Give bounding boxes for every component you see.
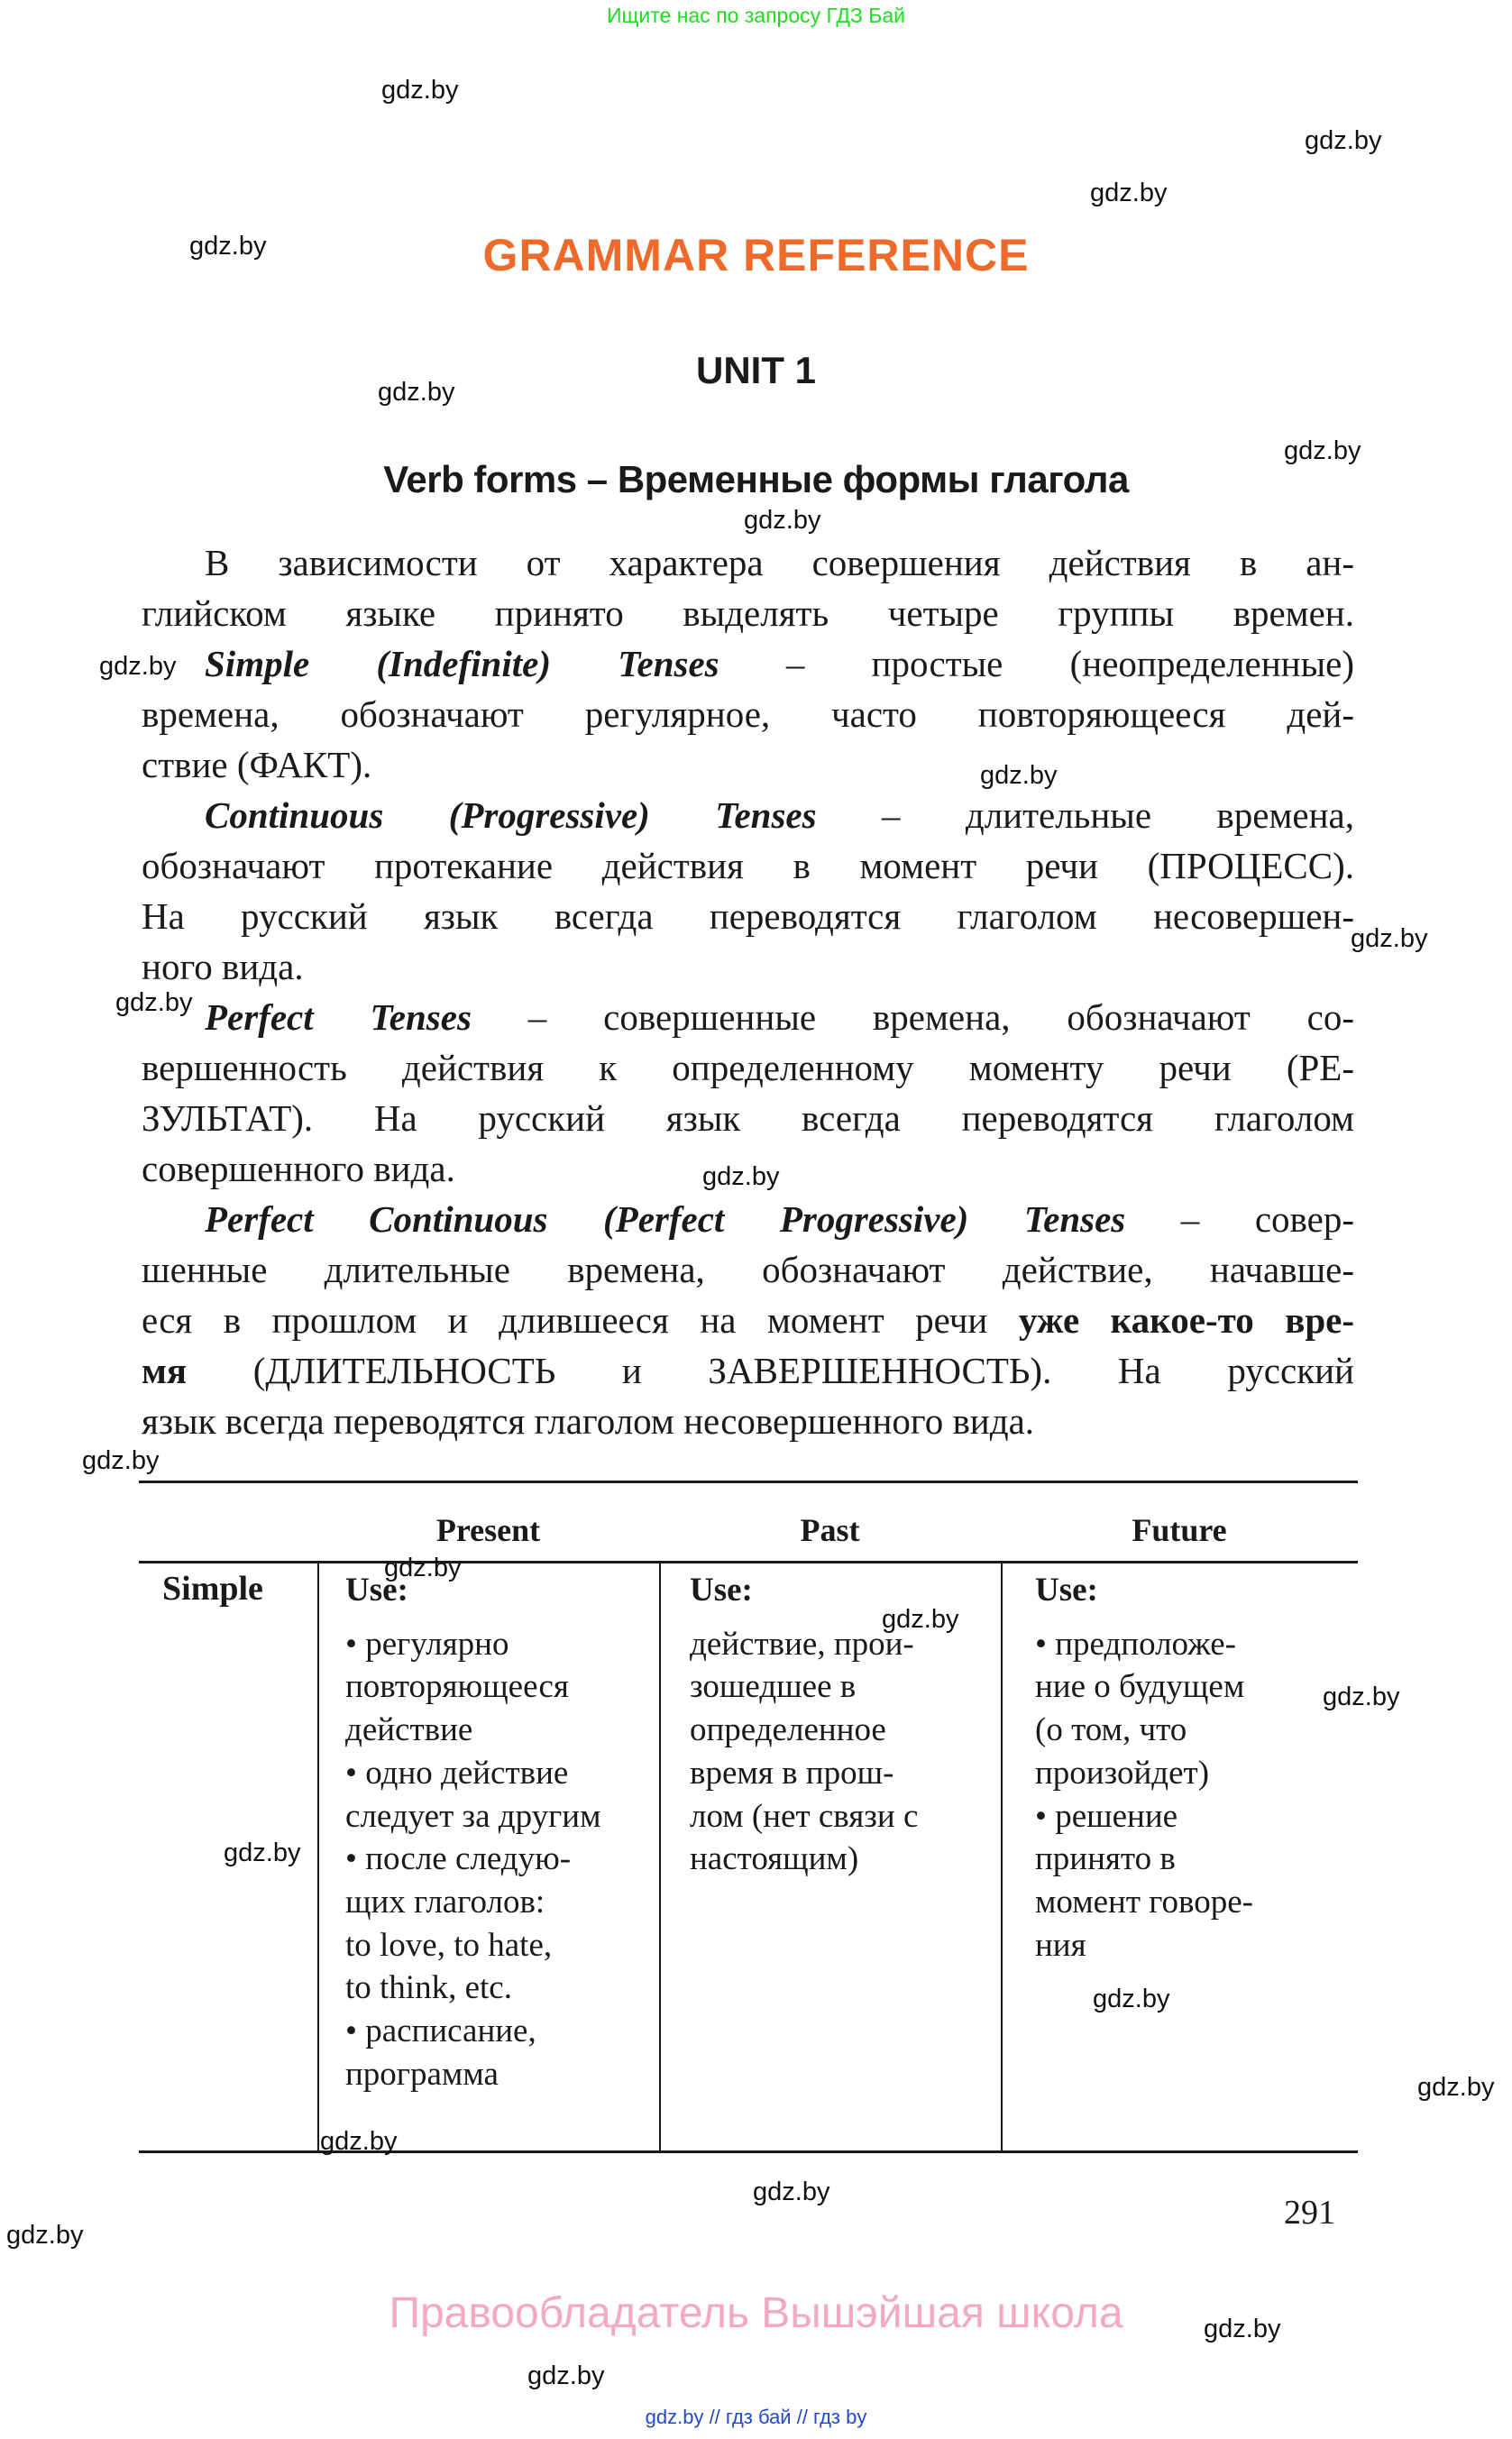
watermark: gdz.by: [1090, 179, 1168, 207]
watermark: gdz.by: [1323, 1683, 1400, 1711]
column-divider: [659, 1563, 661, 2151]
perfect-continuous-paragraph-line-5: язык всегда переводятся глаголом несовершенного вида.: [142, 1400, 1035, 1442]
text: – простые (неопределенные): [719, 643, 1354, 684]
column-divider: [317, 1563, 319, 2151]
watermark: gdz.by: [1305, 126, 1382, 155]
cell-line: момент говоре-: [1035, 1883, 1253, 1921]
cell-line: • предположе-: [1035, 1625, 1236, 1663]
text: – совер-: [1125, 1198, 1354, 1240]
watermark: gdz.by: [527, 2361, 605, 2390]
cell-line: to love, to hate,: [345, 1926, 553, 1964]
perfect-continuous-paragraph-line-2: шенные длительные времена, обозначают действие, начавше-: [142, 1249, 1354, 1290]
top-banner[interactable]: Ищите нас по запросу ГДЗ Бай: [606, 4, 906, 27]
perfect-paragraph-line-3: ЗУЛЬТАТ). На русский язык всегда переводятся глаголом: [142, 1097, 1354, 1139]
cell-line: настоящим): [690, 1840, 859, 1878]
cell-simple-future: [1035, 1569, 1253, 1967]
cell-line: лом (нет связи с: [690, 1797, 919, 1835]
intro-line-2: глийском языке принято выделять четыре группы времен.: [142, 592, 1354, 634]
text: еся в прошлом и длившееся на момент речи: [142, 1299, 1019, 1341]
cell-line: щих глаголов:: [345, 1883, 545, 1921]
intro-line-1: В зависимости от характера совершения действия в ан-: [205, 542, 1354, 583]
watermark: gdz.by: [702, 1162, 780, 1191]
term-perfect: Perfect Tenses: [205, 996, 472, 1038]
term-simple: Simple (Indefinite) Tenses: [205, 643, 719, 684]
text: (ДЛИТЕЛЬНОСТЬ и ЗАВЕРШЕННОСТЬ). На русский: [187, 1350, 1354, 1391]
cell-line: • решение: [1035, 1797, 1178, 1835]
text: – длительные времена,: [816, 794, 1354, 836]
cell-line: принято в: [1035, 1840, 1176, 1878]
column-header-present: Present: [435, 1512, 541, 1548]
watermark: gdz.by: [378, 378, 455, 407]
watermark: gdz.by: [753, 2178, 830, 2206]
perfect-continuous-paragraph-line-1: [205, 1194, 1354, 1244]
cell-line: следует за другим: [345, 1797, 601, 1835]
watermark: gdz.by: [1351, 924, 1428, 953]
cell-line: • расписание,: [345, 2013, 536, 2050]
watermark: gdz.by: [1417, 2073, 1495, 2102]
continuous-paragraph-line-2: обозначают протекание действия в момент речи (ПРОЦЕСС).: [142, 845, 1354, 886]
cell-line: действие: [345, 1711, 473, 1749]
cell-simple-present: [345, 1569, 601, 2095]
watermark: gdz.by: [320, 2127, 398, 2156]
section-heading: Verb forms – Временные формы глагола: [383, 458, 1129, 500]
watermark: gdz.by: [6, 2221, 84, 2250]
simple-paragraph-line-2: времена, обозначают регулярное, часто повторяющееся дей-: [142, 693, 1354, 735]
watermark: gdz.by: [189, 232, 267, 261]
cell-line: • одно действие: [345, 1754, 569, 1792]
continuous-paragraph-line-4: ного вида.: [142, 946, 304, 987]
column-header-future: Future: [1132, 1512, 1227, 1548]
cell-line: ние о будущем: [1035, 1668, 1245, 1706]
rights-holder-notice: Правообладатель Вышэйшая школа: [389, 2289, 1123, 2337]
cell-line: произойдет): [1035, 1754, 1210, 1792]
watermark: gdz.by: [384, 1554, 462, 1582]
cell-line: определенное: [690, 1711, 886, 1749]
page-title: GRAMMAR REFERENCE: [482, 230, 1030, 280]
text: – совершенные времена, обозначают со-: [471, 996, 1354, 1038]
perfect-paragraph-line-1: [205, 992, 1354, 1042]
watermark: gdz.by: [980, 761, 1058, 790]
emphasis: мя: [142, 1350, 188, 1391]
cell-line: программа: [345, 2055, 499, 2093]
cell-line: зошедшее в: [690, 1668, 857, 1706]
column-header-past: Past: [800, 1512, 860, 1548]
watermark: gdz.by: [1204, 2315, 1281, 2343]
watermark: gdz.by: [1284, 436, 1361, 465]
continuous-paragraph-line-1: [205, 790, 1354, 840]
simple-paragraph-line-1: [205, 638, 1354, 689]
unit-heading: UNIT 1: [695, 349, 816, 391]
cell-line: (о том, что: [1035, 1711, 1187, 1749]
use-label: Use:: [690, 1572, 753, 1609]
table-top-rule: [139, 1481, 1358, 1483]
term-continuous: Continuous (Progressive) Tenses: [205, 794, 817, 836]
page-number: 291: [1284, 2194, 1335, 2232]
perfect-continuous-paragraph-line-4: [142, 1345, 1354, 1396]
cell-line: • регулярно: [345, 1625, 509, 1663]
table-header-rule: [139, 1561, 1358, 1563]
watermark: gdz.by: [115, 988, 193, 1017]
emphasis: уже какое-то вре-: [1018, 1299, 1354, 1341]
term-perfect-continuous: Perfect Continuous (Perfect Progressive) Tenses: [205, 1198, 1126, 1240]
continuous-paragraph-line-3: На русский язык всегда переводятся глаголом несовершен-: [142, 895, 1354, 937]
row-header-simple: Simple: [162, 1570, 263, 1608]
cell-line: ния: [1035, 1926, 1086, 1964]
perfect-continuous-paragraph-line-3: [142, 1295, 1354, 1345]
watermark: gdz.by: [1093, 1985, 1170, 2013]
perfect-paragraph-line-2: вершенность действия к определенному моменту речи (РЕ-: [142, 1047, 1354, 1088]
perfect-paragraph-line-4: совершенного вида.: [142, 1148, 455, 1189]
watermark: gdz.by: [744, 506, 821, 535]
use-label: Use:: [345, 1572, 408, 1609]
watermark: gdz.by: [882, 1605, 959, 1634]
simple-paragraph-line-3: ствие (ФАКТ).: [142, 744, 372, 785]
cell-line: действие, прои-: [690, 1625, 914, 1663]
cell-line: • после следую-: [345, 1840, 572, 1878]
use-label: Use:: [1035, 1572, 1098, 1609]
watermark: gdz.by: [82, 1446, 160, 1475]
cell-line: время в прош-: [690, 1754, 894, 1792]
watermark: gdz.by: [381, 76, 459, 105]
watermark: gdz.by: [224, 1838, 301, 1867]
watermark: gdz.by: [99, 652, 177, 681]
footer-links[interactable]: gdz.by // гдз бай // гдз by: [645, 2406, 867, 2428]
column-divider: [1001, 1563, 1003, 2151]
cell-line: to think, etc.: [345, 1969, 512, 2007]
cell-line: повторяющееся: [345, 1668, 569, 1706]
